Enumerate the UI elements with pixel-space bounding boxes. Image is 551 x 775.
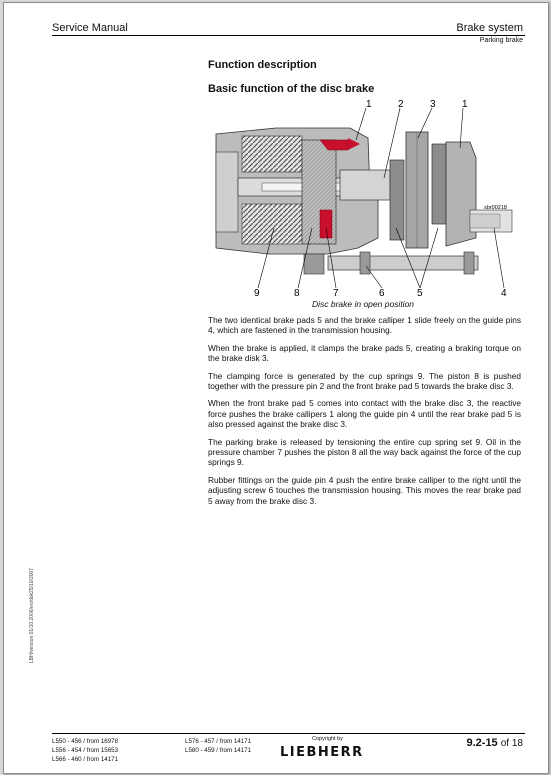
header-chapter-title: Brake system [456,22,523,34]
paragraph: The parking brake is released by tensioning the entire cup spring set 9. Oil in the pressure chamber 7 pushes the piston 8 all the way back against the force of the cup springs 9. [208,436,521,468]
liebherr-logo: LIEBHERR [280,745,364,760]
paragraph: The two identical brake pads 5 and the brake calliper 1 slide freely on the guide pins 4, which are fastened in the transmission housing. [208,315,521,336]
callout-5: 5 [417,288,423,298]
footer-divider [52,733,525,734]
callout-6: 6 [379,288,385,298]
model-line: L556 - 454 / from 15653 [52,747,119,754]
callout-4: 4 [501,288,507,298]
body-text [208,315,521,513]
model-line: L576 - 457 / from 14171 [185,738,252,745]
disc-brake-diagram [208,98,518,298]
footer-models-right [185,737,251,755]
page-total: of 18 [500,738,523,749]
page-number-value: 9.2-15 [466,737,498,749]
header-section-title: Parking brake [479,37,523,44]
model-line: L550 - 456 / from 16978 [52,738,119,745]
paragraph: Rubber fittings on the guide pin 4 push the entire brake calliper to the right until the adjusting screw 6 touches the transmission housing. This moves the rear brake pad 5 away from the brake disc 3. [208,474,521,506]
copyright-text: Copyright by [312,736,343,742]
callout-8: 8 [294,288,300,298]
callout-3: 3 [430,99,436,110]
callout-1a: 1 [366,99,372,110]
header-divider [52,35,525,36]
figure-caption: Disc brake in open position [311,299,415,309]
callout-7: 7 [333,288,339,298]
paragraph: When the front brake pad 5 comes into contact with the brake disc 3, the reactive force pushes the brake callipers 1 along the guide pin 4 until the rear brake pad 5 is also pressed against the brake disc 3. [208,398,521,430]
subsection-heading: Basic function of the disc brake [208,83,375,95]
paragraph: When the brake is applied, it clamps the brake pads 5, creating a braking torque on the brake disk 3. [208,342,521,364]
footer-models-left [52,737,118,764]
paragraph: The clamping force is generated by the cup springs 9. The piston 8 is pushed together with the pressure pin 2 and the front brake pad 5 towards the brake disc 3. [208,370,521,392]
side-version-text: LBH/version 01/10.2006/en/dok25/10/2007 [29,567,35,663]
callout-2: 2 [398,99,404,110]
callout-1b: 1 [462,99,468,110]
section-heading: Function description [208,59,317,71]
callout-9: 9 [254,288,260,298]
model-line: L566 - 460 / from 14171 [52,756,119,763]
page-number [466,737,523,749]
model-line: L580 - 459 / from 14171 [185,747,252,754]
header-manual-title: Service Manual [52,22,128,34]
figure-reference: sbr00218 [484,205,507,211]
